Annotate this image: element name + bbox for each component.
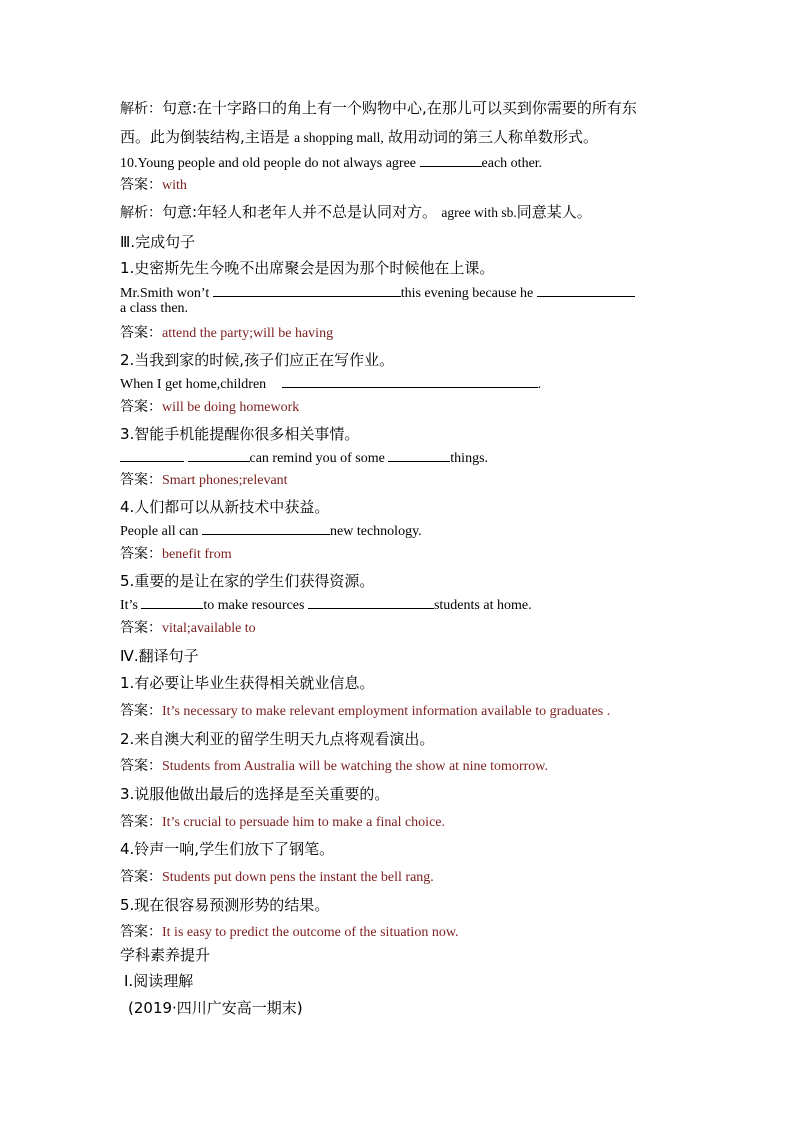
s4-item1-answer bbox=[120, 701, 610, 722]
answer-text: attend the party;will be having bbox=[162, 326, 334, 341]
s3-item2-answer bbox=[120, 397, 299, 418]
section-3-title: Ⅲ.完成句子 bbox=[120, 233, 196, 251]
s3-item1-answer bbox=[120, 323, 333, 344]
s3-item4-chinese: 4.人们都可以从新技术中获益。 bbox=[120, 498, 330, 516]
answer-label: 答案： bbox=[120, 924, 162, 940]
s3-item5-chinese: 5.重要的是让在家的学生们获得资源。 bbox=[120, 572, 375, 590]
q10-prompt-part-a: 10.Young people and old people do not always agree bbox=[120, 156, 417, 171]
answer-text: benefit from bbox=[162, 547, 232, 562]
answer-text: vital;available to bbox=[162, 621, 256, 636]
literacy-heading: 学科素养提升 bbox=[120, 946, 211, 964]
q10-explanation bbox=[120, 202, 592, 223]
fill-blank bbox=[308, 594, 434, 609]
s3-item1-english bbox=[120, 282, 635, 304]
s3-item5-english bbox=[120, 594, 532, 616]
s3-item2-chinese: 2.当我到家的时候,孩子们应正在写作业。 bbox=[120, 351, 395, 369]
s3-item4-part-a: People all can bbox=[120, 524, 199, 539]
answer-text: It is easy to predict the outcome of the situation now. bbox=[162, 925, 459, 940]
s3-item3-part-b: things. bbox=[450, 451, 489, 466]
answer-label: 答案： bbox=[120, 814, 162, 830]
s4-item3-chinese: 3.说服他做出最后的选择是至关重要的。 bbox=[120, 785, 390, 803]
s3-item2-part-a: When I get home,children bbox=[120, 377, 267, 392]
fill-blank bbox=[282, 373, 538, 388]
answer-label: 答案： bbox=[120, 546, 162, 562]
explanation-text: 故用动词的第三人称单数形式。 bbox=[388, 128, 599, 146]
source-note: (2019·四川广安高一期末) bbox=[128, 999, 303, 1017]
answer-text: It’s crucial to persuade him to make a final choice. bbox=[162, 815, 446, 830]
s3-item1-chinese: 1.史密斯先生今晚不出席聚会是因为那个时候他在上课。 bbox=[120, 259, 495, 277]
answer-label: 答案： bbox=[120, 472, 162, 488]
answer-label: 答案： bbox=[120, 758, 162, 774]
s3-item4-answer bbox=[120, 544, 232, 565]
s4-item4-chinese: 4.铃声一响,学生们放下了钢笔。 bbox=[120, 840, 335, 858]
reading-subheading: Ⅰ.阅读理解 bbox=[124, 972, 194, 990]
explanation-label: 解析： bbox=[120, 101, 162, 117]
s3-item1-part-b: this evening because he bbox=[400, 286, 534, 301]
s3-item5-part-c: students at home. bbox=[433, 598, 532, 613]
answer-label: 答案： bbox=[120, 703, 162, 719]
s3-item5-answer bbox=[120, 618, 256, 639]
s3-item2-part-b: . bbox=[537, 377, 542, 392]
answer-text: will be doing homework bbox=[162, 400, 300, 415]
fill-blank bbox=[202, 520, 330, 535]
answer-text: It’s necessary to make relevant employment information available to graduates . bbox=[162, 704, 611, 719]
answer-label: 答案： bbox=[120, 620, 162, 636]
fill-blank bbox=[213, 282, 401, 297]
fill-blank bbox=[420, 152, 482, 167]
s4-item5-chinese: 5.现在很容易预测形势的结果。 bbox=[120, 896, 330, 914]
s4-item3-answer bbox=[120, 812, 445, 833]
explanation-text: 句意:在十字路口的角上有一个购物中心,在那儿可以买到你需要的所有东 bbox=[162, 99, 637, 117]
s3-item5-part-b: to make resources bbox=[203, 598, 305, 613]
answer-text: with bbox=[162, 178, 187, 193]
s3-item4-part-b: new technology. bbox=[330, 524, 422, 539]
s4-item2-answer bbox=[120, 756, 548, 777]
s3-item3-part-a: can remind you of some bbox=[249, 451, 385, 466]
s3-item4-english bbox=[120, 520, 422, 542]
explanation-english: agree with sb. bbox=[441, 205, 517, 220]
s3-item5-part-a: It’s bbox=[120, 598, 138, 613]
s3-item3-answer bbox=[120, 470, 288, 491]
s3-item1-english-cont: a class then. bbox=[120, 301, 189, 316]
fill-blank bbox=[120, 447, 184, 462]
answer-label: 答案： bbox=[120, 325, 162, 341]
answer-label: 答案： bbox=[120, 869, 162, 885]
answer-label: 答案： bbox=[120, 399, 162, 415]
q10-answer bbox=[120, 175, 187, 196]
s4-item1-chinese: 1.有必要让毕业生获得相关就业信息。 bbox=[120, 674, 375, 692]
q10-prompt-part-b: each other. bbox=[481, 156, 543, 171]
s3-item2-english bbox=[120, 373, 541, 395]
s3-item1-part-a: Mr.Smith won’t bbox=[120, 286, 210, 301]
fill-blank bbox=[388, 447, 450, 462]
s3-item3-chinese: 3.智能手机能提醒你很多相关事情。 bbox=[120, 425, 360, 443]
s3-item3-english bbox=[120, 447, 488, 469]
explanation-text: 同意某人。 bbox=[516, 203, 592, 221]
section-4-title: Ⅳ.翻译句子 bbox=[120, 647, 199, 665]
s4-item5-answer bbox=[120, 922, 459, 943]
explanation-text: 句意:年轻人和老年人并不总是认同对方。 bbox=[162, 203, 438, 221]
explanation-label: 解析： bbox=[120, 205, 162, 221]
q9-explanation-line2 bbox=[120, 127, 598, 148]
explanation-text: 西。此为倒装结构,主语是 bbox=[120, 128, 290, 146]
s4-item4-answer bbox=[120, 867, 434, 888]
s4-item2-chinese: 2.来自澳大利亚的留学生明天九点将观看演出。 bbox=[120, 730, 435, 748]
answer-text: Smart phones;relevant bbox=[162, 473, 288, 488]
explanation-english: a shopping mall, bbox=[294, 130, 384, 145]
q10-prompt bbox=[120, 152, 542, 174]
answer-text: Students put down pens the instant the bell rang. bbox=[162, 870, 434, 885]
fill-blank bbox=[188, 447, 250, 462]
answer-text: Students from Australia will be watching the show at nine tomorrow. bbox=[162, 759, 548, 774]
fill-blank bbox=[537, 282, 635, 297]
fill-blank bbox=[141, 594, 203, 609]
answer-label: 答案： bbox=[120, 177, 162, 193]
q9-explanation-line1 bbox=[120, 98, 637, 119]
